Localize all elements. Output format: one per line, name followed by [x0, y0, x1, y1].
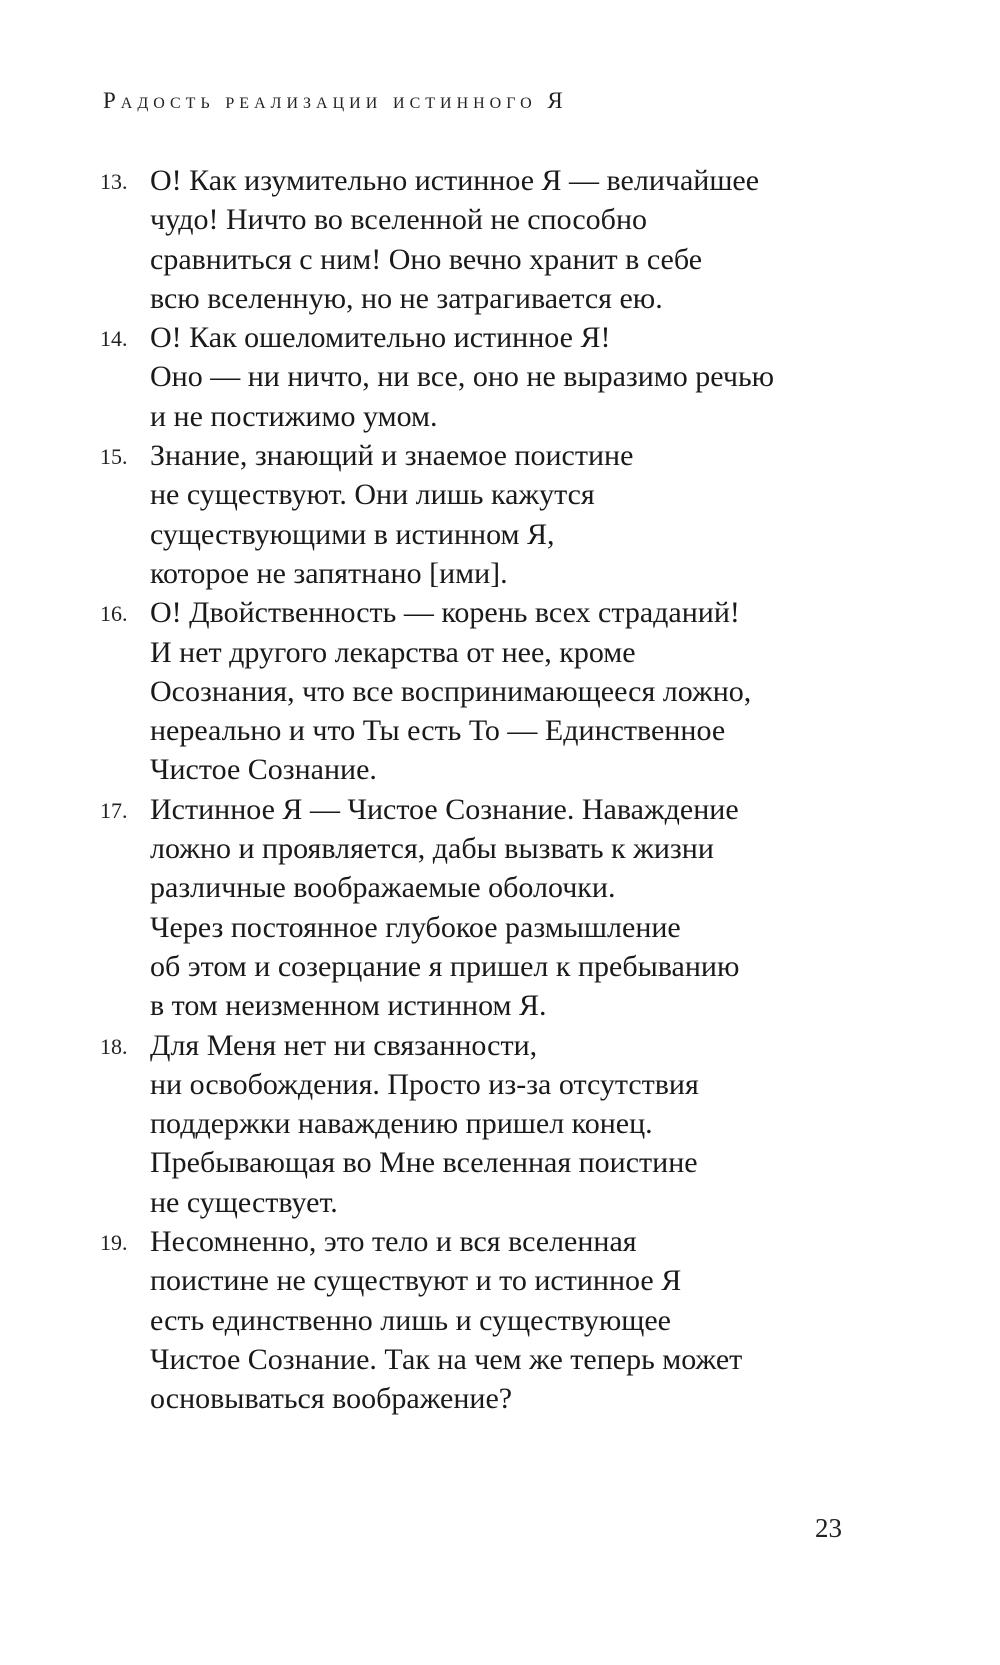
- verse-line: О! Двойственность — корень всех страданий!: [150, 596, 740, 630]
- verse-line: нереально и что Ты есть То — Единственное: [150, 714, 726, 748]
- verse-number: 17.: [100, 797, 128, 823]
- verse-line: в том неизменном истинном Я.: [150, 989, 547, 1023]
- verse-line: О! Как ошеломительно истинное Я!: [150, 321, 611, 355]
- verse-number: 13.: [100, 169, 128, 194]
- verse-line: есть единственно лишь и существующее: [150, 1303, 671, 1337]
- verse-line: Чистое Сознание.: [150, 753, 377, 787]
- verse-line: О! Как изумительно истинное Я — величайшее: [150, 164, 760, 197]
- verse-line: Осознания, что все воспринимающееся ложно,: [150, 674, 752, 708]
- verse-line: основываться воображение?: [150, 1382, 513, 1416]
- verse-line: Несомненно, это тело и вся вселенная: [150, 1225, 637, 1259]
- verse-line: и не постижимо умом.: [150, 399, 438, 433]
- verse-line: которое не запятнано [ими].: [150, 556, 508, 590]
- verse-line: поистине не существуют и то истинное Я: [150, 1264, 682, 1298]
- verse-line: Через постоянное глубокое размышление: [150, 910, 681, 944]
- verse-19: [0, 1222, 1000, 1418]
- verse-line: Знание, знающий и знаемое поистине: [150, 439, 634, 473]
- verse-17: [0, 790, 1000, 1026]
- verse-line: не существует.: [150, 1185, 338, 1219]
- verse-line: Для Меня нет ни связанности,: [150, 1028, 538, 1062]
- verse-line: различные воображаемые оболочки.: [150, 871, 616, 905]
- page-number: 23: [815, 1513, 842, 1543]
- verse-14: [0, 318, 1000, 436]
- verse-line: Пребывающая во Мне вселенная поистине: [150, 1146, 698, 1180]
- verse-number: 15.: [100, 444, 128, 470]
- verse-line: не существуют. Они лишь кажутся: [150, 478, 595, 512]
- verse-line: ложно и проявляется, дабы вызвать к жизни: [150, 832, 714, 866]
- verse-number: 19.: [100, 1230, 128, 1256]
- verse-line: об этом и созерцание я пришел к пребыванию: [150, 949, 740, 983]
- verse-number: 14.: [100, 326, 128, 352]
- verse-number: 16.: [100, 601, 128, 627]
- verse-line: существующими в истинном Я,: [150, 517, 555, 551]
- verse-number: 18.: [100, 1033, 128, 1059]
- verse-15: [0, 436, 1000, 593]
- verse-line: Чистое Сознание. Так на чем же теперь может: [150, 1342, 743, 1376]
- running-head: Радость реализации истинного Я: [103, 88, 568, 113]
- verse-line: всю вселенную, но не затрагивается ею.: [150, 281, 663, 315]
- verse-18: [0, 1026, 1000, 1222]
- verse-line: сравниться с ним! Оно вечно хранит в себе: [150, 242, 703, 276]
- verse-line: Оно — ни ничто, ни все, оно не выразимо речью: [150, 360, 775, 394]
- verse-line: поддержки наваждению пришел конец.: [150, 1107, 653, 1141]
- verse-line: чудо! Ничто во вселенной не способно: [150, 203, 647, 237]
- verse-16: [0, 593, 1000, 789]
- verse-13: [0, 161, 1000, 318]
- verse-line: И нет другого лекарства от нее, кроме: [150, 635, 636, 669]
- verse-line: ни освобождения. Просто из-за отсутствия: [150, 1067, 699, 1101]
- verse-list: [0, 161, 1000, 1419]
- verse-line: Истинное Я — Чистое Сознание. Наваждение: [150, 792, 739, 826]
